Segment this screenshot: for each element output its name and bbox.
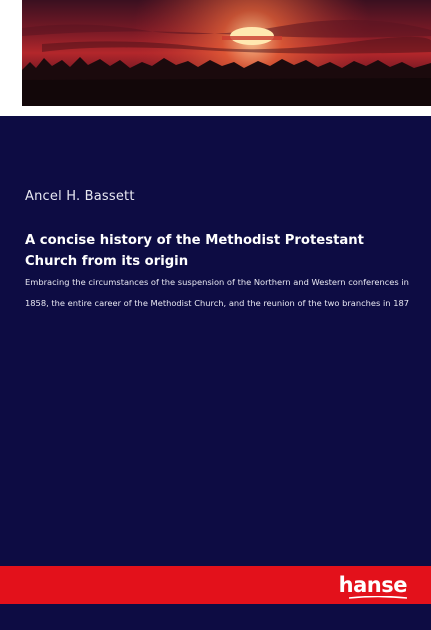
book-title: A concise history of the Methodist Protestant Church from its origin — [25, 233, 364, 269]
book-subtitle: Embracing the circumstances of the suspension of the Northern and Western conferences in 1858, the entire career of the Methodist Church, and the reunion of the two branches in 187 — [25, 277, 410, 308]
author-name: Ancel H. Bassett — [25, 189, 135, 204]
publisher-logo: hanse — [338, 573, 407, 597]
hanse-logo-icon — [349, 596, 407, 599]
sunset-photo — [22, 0, 431, 106]
cover-panel — [0, 116, 431, 566]
sunset-over-treeline-icon — [22, 0, 431, 106]
bottom-band — [0, 604, 431, 630]
